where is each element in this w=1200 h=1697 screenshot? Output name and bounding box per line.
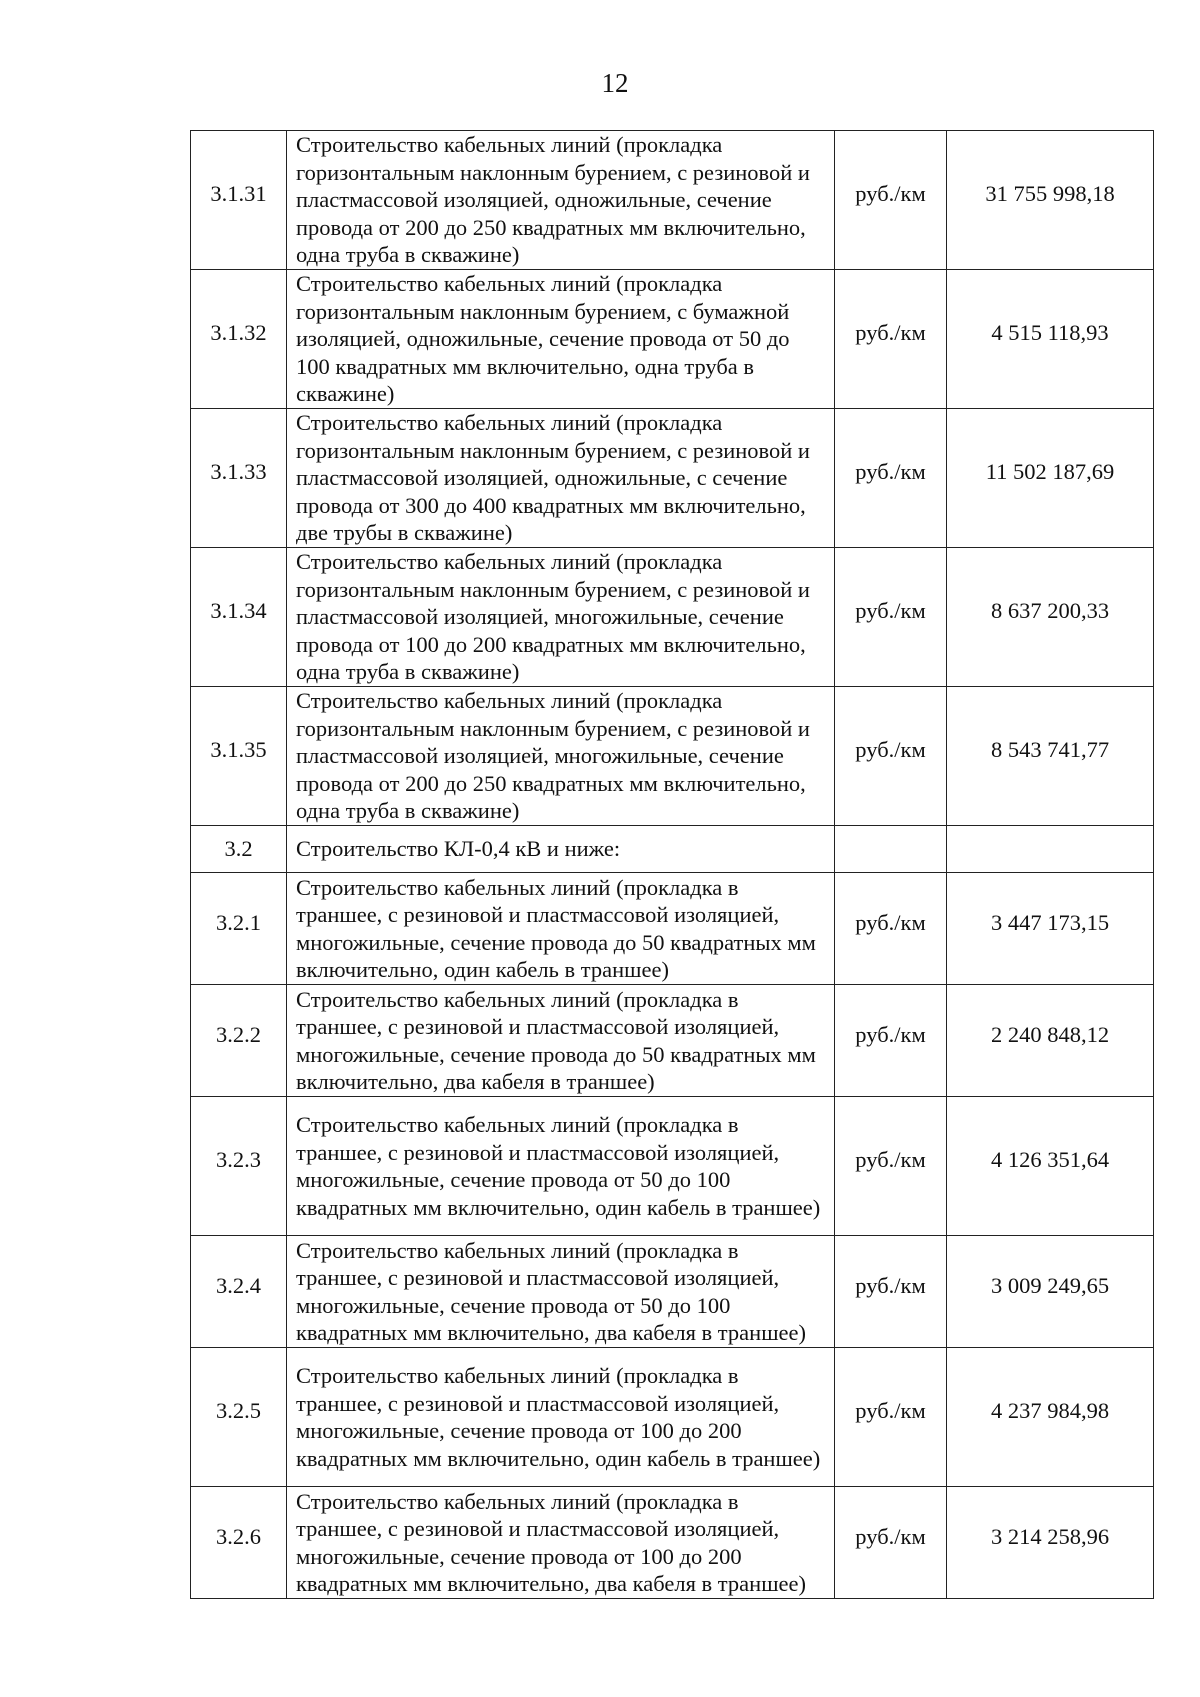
row-unit: руб./км <box>835 548 947 687</box>
row-code: 3.1.32 <box>191 270 287 409</box>
row-description: Строительство кабельных линий (прокладка в траншее, с резиновой и пластмассовой изоляцией, многожильные, сечение провода от 50 до 100 квадратных мм включительно, два кабеля в траншее) <box>287 1236 835 1348</box>
section-row <box>191 826 1154 873</box>
row-price: 4 515 118,93 <box>947 270 1154 409</box>
row-price: 31 755 998,18 <box>947 131 1154 270</box>
table-row <box>191 687 1154 826</box>
table-row <box>191 985 1154 1097</box>
row-code: 3.1.31 <box>191 131 287 270</box>
row-price: 8 637 200,33 <box>947 548 1154 687</box>
row-price: 3 009 249,65 <box>947 1236 1154 1348</box>
row-unit: руб./км <box>835 985 947 1097</box>
row-unit: руб./км <box>835 687 947 826</box>
rates-table <box>190 130 1154 1599</box>
table-row <box>191 131 1154 270</box>
row-unit: руб./км <box>835 1487 947 1599</box>
table-row <box>191 409 1154 548</box>
row-description: Строительство кабельных линий (прокладка в траншее, с резиновой и пластмассовой изоляцией, многожильные, сечение провода от 50 до 100 квадратных мм включительно, один кабель в траншее) <box>287 1097 835 1236</box>
row-code: 3.1.34 <box>191 548 287 687</box>
row-code: 3.1.33 <box>191 409 287 548</box>
row-price: 11 502 187,69 <box>947 409 1154 548</box>
row-code: 3.2.6 <box>191 1487 287 1599</box>
row-unit: руб./км <box>835 1236 947 1348</box>
table-row <box>191 1236 1154 1348</box>
row-description: Строительство кабельных линий (прокладка в траншее, с резиновой и пластмассовой изоляцией, многожильные, сечение провода от 100 до 200 квадратных мм включительно, два кабеля в траншее) <box>287 1487 835 1599</box>
row-price: 8 543 741,77 <box>947 687 1154 826</box>
row-description: Строительство кабельных линий (прокладка горизонтальным наклонным бурением, с резиновой и пластмассовой изоляцией, одножильные, с сечение провода от 300 до 400 квадратных мм включительно, две трубы в скважине) <box>287 409 835 548</box>
table-row <box>191 1487 1154 1599</box>
row-price: 4 126 351,64 <box>947 1097 1154 1236</box>
page-number: 12 <box>601 68 629 98</box>
row-description: Строительство кабельных линий (прокладка горизонтальным наклонным бурением, с резиновой и пластмассовой изоляцией, одножильные, сечение провода от 200 до 250 квадратных мм включительно, одна труба в скважине) <box>287 131 835 270</box>
row-price: 4 237 984,98 <box>947 1348 1154 1487</box>
table-row <box>191 873 1154 985</box>
row-description: Строительство кабельных линий (прокладка в траншее, с резиновой и пластмассовой изоляцией, многожильные, сечение провода до 50 квадратных мм включительно, два кабеля в траншее) <box>287 985 835 1097</box>
row-description: Строительство кабельных линий (прокладка горизонтальным наклонным бурением, с резиновой и пластмассовой изоляцией, многожильные, сечение провода от 200 до 250 квадратных мм включительно, одна труба в скважине) <box>287 687 835 826</box>
row-description: Строительство кабельных линий (прокладка горизонтальным наклонным бурением, с бумажной изоляцией, одножильные, сечение провода от 50 до 100 квадратных мм включительно, одна труба в скважине) <box>287 270 835 409</box>
row-code: 3.2.3 <box>191 1097 287 1236</box>
row-unit: руб./км <box>835 131 947 270</box>
row-code: 3.2.2 <box>191 985 287 1097</box>
row-price: 3 214 258,96 <box>947 1487 1154 1599</box>
row-unit: руб./км <box>835 1097 947 1236</box>
row-description: Строительство кабельных линий (прокладка в траншее, с резиновой и пластмассовой изоляцией, многожильные, сечение провода от 100 до 200 квадратных мм включительно, один кабель в траншее) <box>287 1348 835 1487</box>
row-code: 3.2.1 <box>191 873 287 985</box>
row-price <box>947 826 1154 873</box>
row-unit: руб./км <box>835 1348 947 1487</box>
table-row <box>191 1097 1154 1236</box>
table-row <box>191 270 1154 409</box>
table-row <box>191 548 1154 687</box>
table-row <box>191 1348 1154 1487</box>
row-unit: руб./км <box>835 409 947 548</box>
row-price: 3 447 173,15 <box>947 873 1154 985</box>
section-code: 3.2 <box>191 826 287 873</box>
row-code: 3.2.5 <box>191 1348 287 1487</box>
row-unit: руб./км <box>835 873 947 985</box>
row-code: 3.1.35 <box>191 687 287 826</box>
row-description: Строительство кабельных линий (прокладка горизонтальным наклонным бурением, с резиновой и пластмассовой изоляцией, многожильные, сечение провода от 100 до 200 квадратных мм включительно, одна труба в скважине) <box>287 548 835 687</box>
section-title: Строительство КЛ-0,4 кВ и ниже: <box>287 826 835 873</box>
row-price: 2 240 848,12 <box>947 985 1154 1097</box>
row-code: 3.2.4 <box>191 1236 287 1348</box>
row-unit <box>835 826 947 873</box>
row-unit: руб./км <box>835 270 947 409</box>
row-description: Строительство кабельных линий (прокладка в траншее, с резиновой и пластмассовой изоляцией, многожильные, сечение провода до 50 квадратных мм включительно, один кабель в траншее) <box>287 873 835 985</box>
